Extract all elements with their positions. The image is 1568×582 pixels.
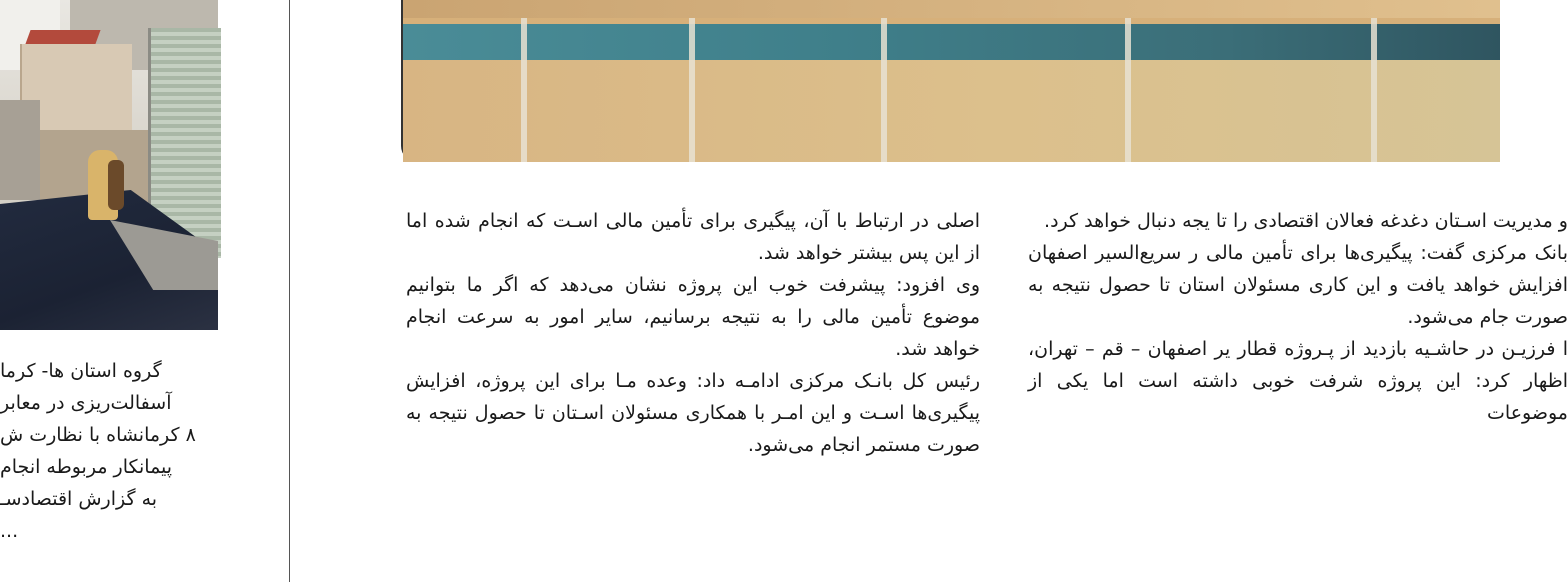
reflection-line [1371, 18, 1377, 162]
left-line: آسفالت‌ریزی در معابر [0, 392, 172, 414]
article-paragraph: ا فرزیـن در حاشـیه بازدید از پـروژه قطار یر اصفهان – قم – تهران، اظهار کرد: این پروژه شرفت خوبی داشته است اما یکی از موضوعات [1028, 338, 1568, 424]
reflection-line [1125, 18, 1131, 162]
left-line: ... [0, 520, 19, 542]
street-paving-photo [0, 0, 218, 330]
train-roof-band [403, 0, 1500, 18]
middle-article-column [406, 205, 980, 461]
left-line: به گزارش اقتصادسـ [0, 488, 158, 510]
article-paragraph: رئیس کل بانـک مرکزی ادامـه داد: وعده مـا برای این پروژه، افزایش پیگیری‌ها اسـت و این امـر با همکاری مسئولان اسـتان تا حصول نتیجه به صورت مستمر انجام می‌شود. [406, 370, 980, 456]
article-paragraph: اصلی در ارتباط با آن، پیگیری برای تأمین مالی اسـت که انجام شده اما از این پس بیشتر خواهد شد. [406, 210, 980, 264]
reflection-line [689, 18, 695, 162]
left-column-clip [0, 355, 285, 582]
worker-figure-2 [108, 160, 124, 210]
left-article-column [0, 355, 380, 547]
right-article-column [1028, 190, 1568, 429]
article-paragraph: وی افزود: پیشرفت خوب این پروژه نشان می‌دهد که اگر ما بتوانیم موضوع تأمین مالی را به نتیجه برسانیم، سایر امور به سرعت انجام خواهد شد. [406, 274, 980, 360]
train-body [403, 60, 1500, 162]
left-line: ۸ کرمانشاه با نظارت ش [0, 424, 196, 446]
left-line: پیمانکار مربوطه انجام [0, 456, 173, 478]
train-photo [401, 0, 1500, 162]
article-paragraph: و مدیریت اسـتان دغدغه فعالان اقتصادی را تا یجه دنبال خواهد کرد. [1044, 210, 1568, 232]
left-line: گروه استان ها- کرما [0, 360, 162, 382]
side-wall [0, 100, 40, 200]
red-roof [25, 30, 100, 44]
reflection-line [881, 18, 887, 162]
right-column-clip [1028, 190, 1568, 582]
article-paragraph: بانک مرکزی گفت: پیگیری‌ها برای تأمین مالی ر سریع‌السیر اصفهان افزایش خواهد یافت و این کاری مسئولان استان تا حصول نتیجه به صورت جام می‌شود. [1028, 242, 1568, 328]
train-window-stripe [403, 24, 1500, 60]
reflection-line [521, 18, 527, 162]
